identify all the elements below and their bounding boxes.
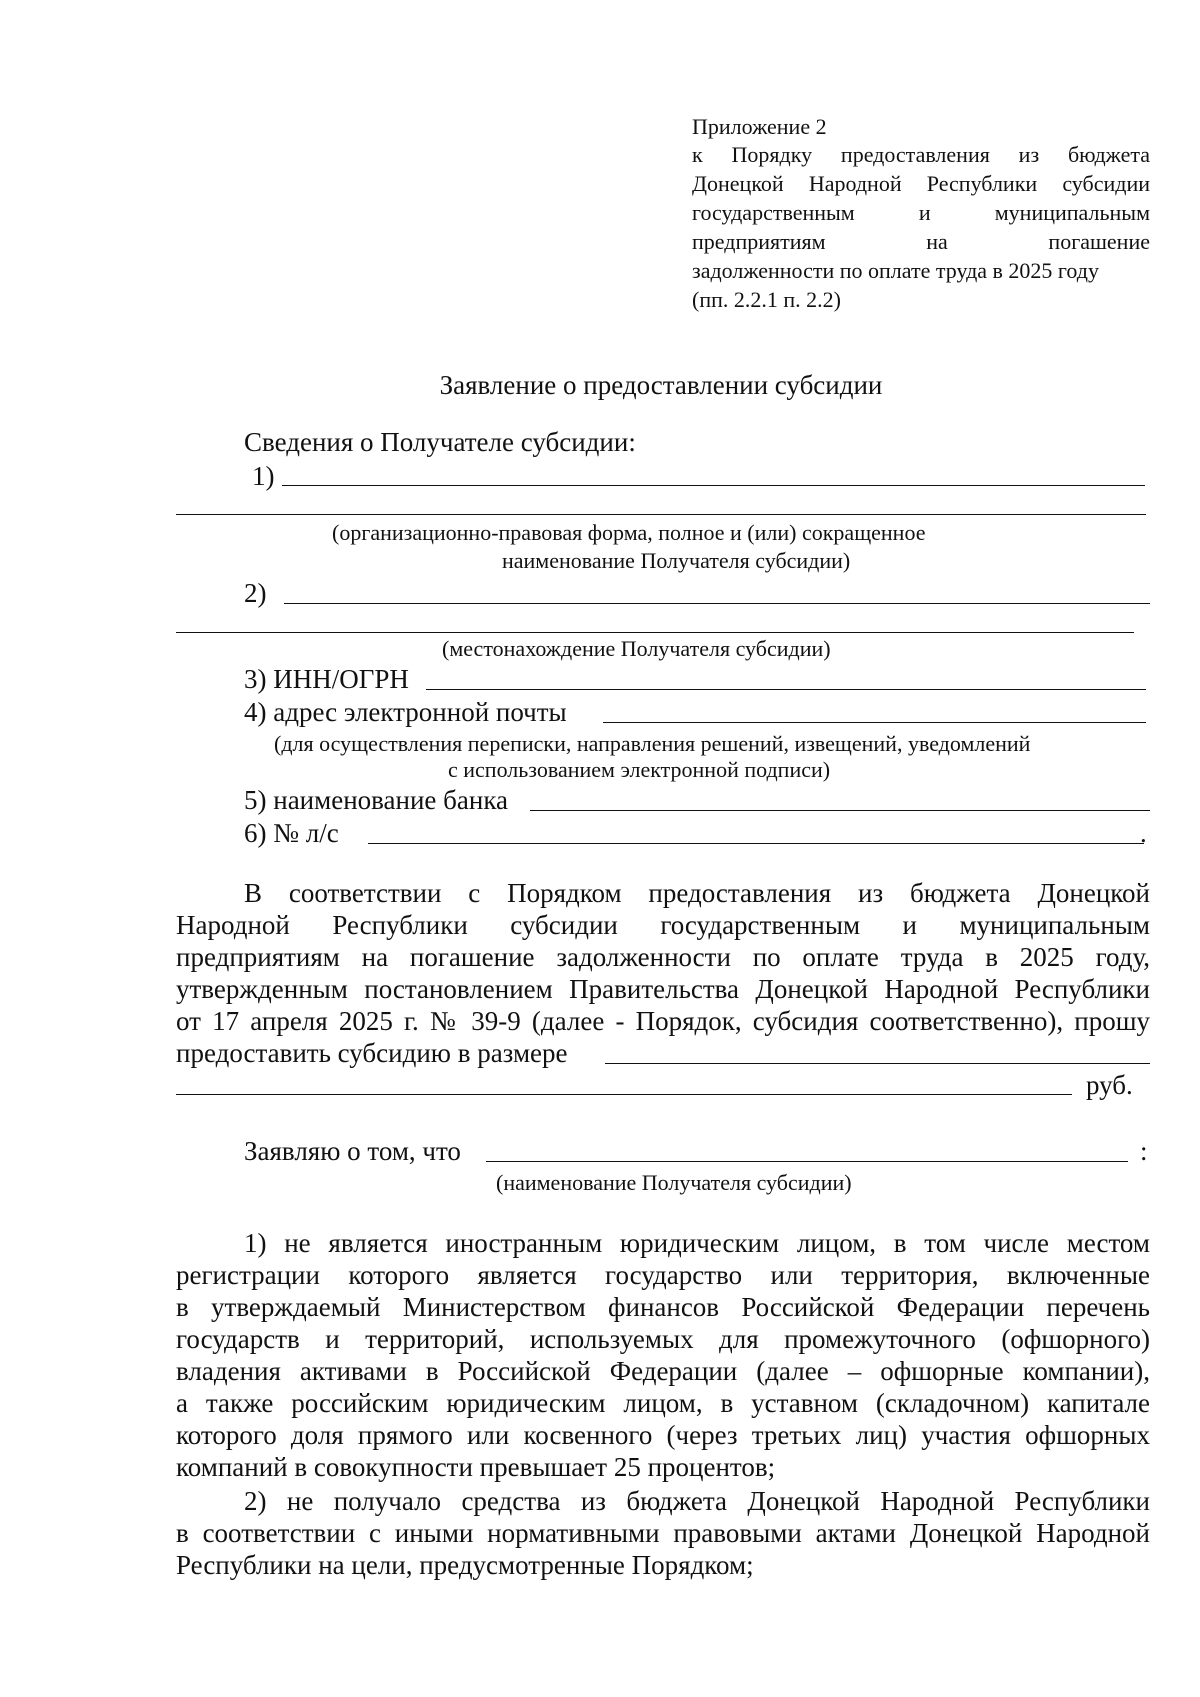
item-2-caption: (местонахождение Получателя субсидии)	[442, 636, 831, 661]
document-title: Заявление о предоставлении субсидии	[439, 370, 883, 400]
paragraph-line: В соответствии с Порядком предоставления из бюджета Донецкой	[244, 878, 1150, 908]
clause-line: Республики на цели, предусмотренные Порядком;	[176, 1550, 754, 1580]
email-blank[interactable]	[603, 722, 1146, 723]
amount-blank-continued[interactable]	[176, 1094, 1072, 1095]
clause-line: в соответствии с иными нормативными правовыми актами Донецкой Народной	[176, 1518, 1150, 1548]
item-3-label: 3) ИНН/ОГРН	[244, 664, 409, 694]
item-1-caption: наименование Получателя субсидии)	[502, 548, 851, 573]
clause-line: регистрации которого является государство или территория, включенные	[176, 1260, 1150, 1290]
item-5-label: 5) наименование банка	[244, 785, 509, 815]
annex-line: к Порядку предоставления из бюджета	[692, 142, 1150, 167]
clause-line: в утверждаемый Министерством финансов Российской Федерации перечень	[176, 1292, 1150, 1322]
amount-blank[interactable]	[605, 1063, 1150, 1064]
recipient-name-blank[interactable]	[486, 1161, 1128, 1162]
recipient-heading: Сведения о Получателе субсидии:	[244, 427, 636, 457]
item-6-label: 6) № л/с	[244, 818, 339, 848]
declaration-colon: :	[1140, 1136, 1148, 1166]
item-1-blank-continued[interactable]	[176, 514, 1146, 515]
item-1-blank[interactable]	[282, 485, 1145, 486]
inn-ogrn-blank[interactable]	[426, 689, 1146, 690]
annex-line: государственным и муниципальным	[692, 200, 1150, 225]
item-2-blank-continued[interactable]	[176, 632, 1134, 633]
annex-ref: (пп. 2.2.1 п. 2.2)	[692, 287, 841, 312]
item-1-label: 1)	[252, 461, 275, 491]
paragraph-line: предприятиям на погашение задолженности по оплате труда в 2025 году,	[176, 942, 1150, 972]
declaration-caption: (наименование Получателя субсидии)	[496, 1170, 852, 1195]
clause-line: которого доля прямого или косвенного (через третьих лиц) участия офшорных	[176, 1420, 1150, 1450]
item-2-label: 2)	[244, 578, 267, 608]
currency-label: руб.	[1086, 1070, 1133, 1100]
paragraph-line: утвержденным постановлением Правительства Донецкой Народной Республики	[176, 974, 1150, 1004]
clause-line: компаний в совокупности превышает 25 процентов;	[176, 1452, 776, 1482]
clause-line: государств и территорий, используемых для промежуточного (офшорного)	[176, 1324, 1150, 1354]
clause-line: 1) не является иностранным юридическим лицом, в том числе местом	[244, 1228, 1150, 1258]
annex-title: Приложение 2	[692, 114, 827, 139]
annex-line: Донецкой Народной Республики субсидии	[692, 171, 1150, 196]
bank-name-blank[interactable]	[530, 810, 1150, 811]
declaration-label: Заявляю о том, что	[244, 1136, 461, 1166]
item-6-period: .	[1140, 818, 1147, 848]
item-2-blank[interactable]	[284, 603, 1150, 604]
clause-line: а также российским юридическим лицом, в уставном (складочном) капитале	[176, 1388, 1150, 1418]
clause-line: 2) не получало средства из бюджета Донецкой Народной Республики	[244, 1486, 1150, 1516]
item-4-label: 4) адрес электронной почты	[244, 697, 567, 727]
item-1-caption: (организационно-правовая форма, полное и (или) сокращенное	[332, 520, 926, 545]
amount-label: предоставить субсидию в размере	[176, 1038, 568, 1068]
item-4-caption: (для осуществления переписки, направления решений, извещений, уведомлений	[274, 731, 1031, 756]
clause-line: владения активами в Российской Федерации (далее – офшорные компании),	[176, 1356, 1150, 1386]
annex-line: предприятиям на погашение	[692, 229, 1150, 254]
paragraph-line: Народной Республики субсидии государственным и муниципальным	[176, 910, 1150, 940]
account-number-blank[interactable]	[368, 843, 1144, 844]
paragraph-line: от 17 апреля 2025 г. № 39-9 (далее - Порядок, субсидия соответственно), прошу	[176, 1006, 1150, 1036]
item-4-caption: с использованием электронной подписи)	[448, 757, 831, 782]
annex-line: задолженности по оплате труда в 2025 году	[692, 258, 1099, 283]
